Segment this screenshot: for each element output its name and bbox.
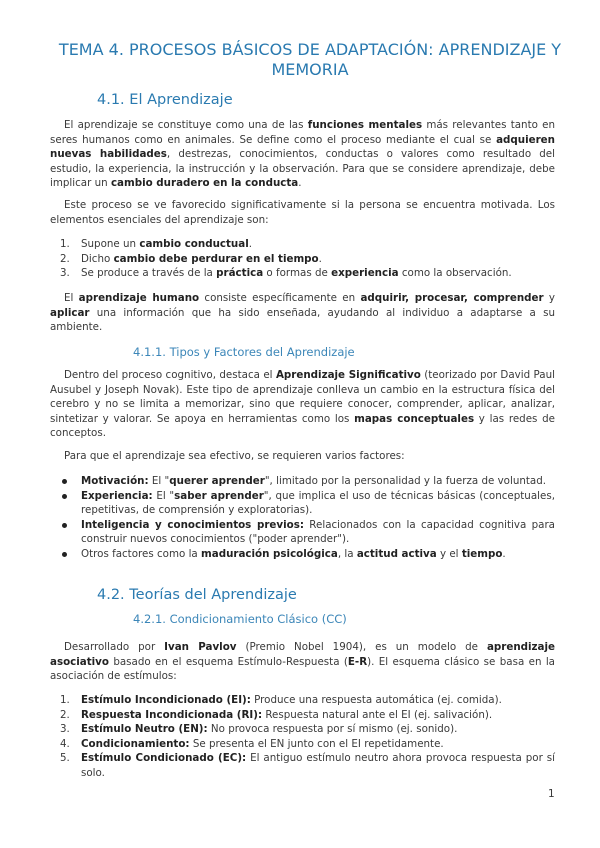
list-item: Experiencia: El "saber aprender", que implica el uso de técnicas básicas (conceptuales, repetitivas, de comprensión y exploratorias). [60,489,555,518]
page-number: 1 [548,788,555,800]
section-heading-4-1: 4.1. El Aprendizaje [97,92,233,108]
paragraph-motivation: Este proceso se ve favorecido significativamente si la persona se encuentra motivada. Los elementos esenciales del aprendizaje son: [50,199,555,226]
paragraph-aprendizaje-significativo: Dentro del proceso cognitivo, destaca el Aprendizaje Significativo (teorizado por David Paul Ausubel y Joseph Novak). Este tipo de aprendizaje conlleva un cambio en la estructura física del cerebro y no se limita a memorizar, sino que requiere conocer, comprender, aplicar, analizar, sintetizar y valorar. Se apoya en herramientas como los mapas conceptuales y las redes de conceptos. [50,369,556,439]
list-factors [60,474,555,561]
subsection-heading-4-1-1: 4.1.1. Tipos y Factores del Aprendizaje [133,345,355,359]
list-item: Motivación: El "querer aprender", limitado por la personalidad y la fuerza de voluntad. [60,474,555,489]
list-item: 3. Estímulo Neutro (EN): No provoca respuesta por sí mismo (ej. sonido). [60,723,458,735]
list-item: 2. Respuesta Incondicionada (RI): Respuesta natural ante el EI (ej. salivación). [60,708,493,721]
bullet-icon [62,523,67,528]
list-item: 3. Se produce a través de la práctica o formas de experiencia como la observación. [60,267,512,279]
bullet-icon [62,479,67,484]
section-heading-4-2: 4.2. Teorías del Aprendizaje [97,587,297,603]
paragraph-aprendizaje-humano: El aprendizaje humano consiste específicamente en adquirir, procesar, comprender y aplicar una información que ha sido enseñada, ayudando al individuo a adaptarse a su ambiente. [50,292,555,333]
bullet-icon [62,494,67,499]
paragraph-aprendizaje-definition: El aprendizaje se constituye como una de las funciones mentales más relevantes tanto en seres humanos como en animales. Se define como el proceso mediante el cual se adquieren nuevas habilidades, destrezas, conocimientos, conductas o valores como resultado del estudio, la experiencia, la instrucción y la observación. Para que se considere aprendizaje, debe implicar un cambio duradero en la conducta. [50,119,555,189]
paragraph-pavlov: Desarrollado por Ivan Pavlov (Premio Nobel 1904), es un modelo de aprendizaje asociativo basado en el esquema Estímulo-Respuesta (E-R). El esquema clásico se basa en la asociación de estímulos: [50,641,556,682]
subsection-heading-4-2-1: 4.2.1. Condicionamiento Clásico (CC) [133,612,347,626]
paragraph-factors-intro: Para que el aprendizaje sea efectivo, se requieren varios factores: [64,450,405,462]
list-item: 4. Condicionamiento: Se presenta el EN junto con el EI repetidamente. [60,737,444,750]
page-title: TEMA 4. PROCESOS BÁSICOS DE ADAPTACIÓN: APRENDIZAJE Y MEMORIA [58,40,562,79]
list-classic-scheme [60,693,555,780]
list-item: 5. Estímulo Condicionado (EC): El antiguo estímulo neutro ahora provoca respuesta por sí solo. [60,752,555,779]
list-item: 1. Supone un cambio conductual. [60,238,253,250]
list-item: Inteligencia y conocimientos previos: Relacionados con la capacidad cognitiva para construir nuevos conocimientos ("poder aprender"). [60,518,555,547]
list-item: Otros factores como la maduración psicológica, la actitud activa y el tiempo. [60,547,555,562]
list-item: 2. Dicho cambio debe perdurar en el tiempo. [60,252,322,265]
list-item: 1. Estímulo Incondicionado (EI): Produce una respuesta automática (ej. comida). [60,694,502,706]
bullet-icon [62,552,67,557]
list-essential-elements [60,237,555,281]
